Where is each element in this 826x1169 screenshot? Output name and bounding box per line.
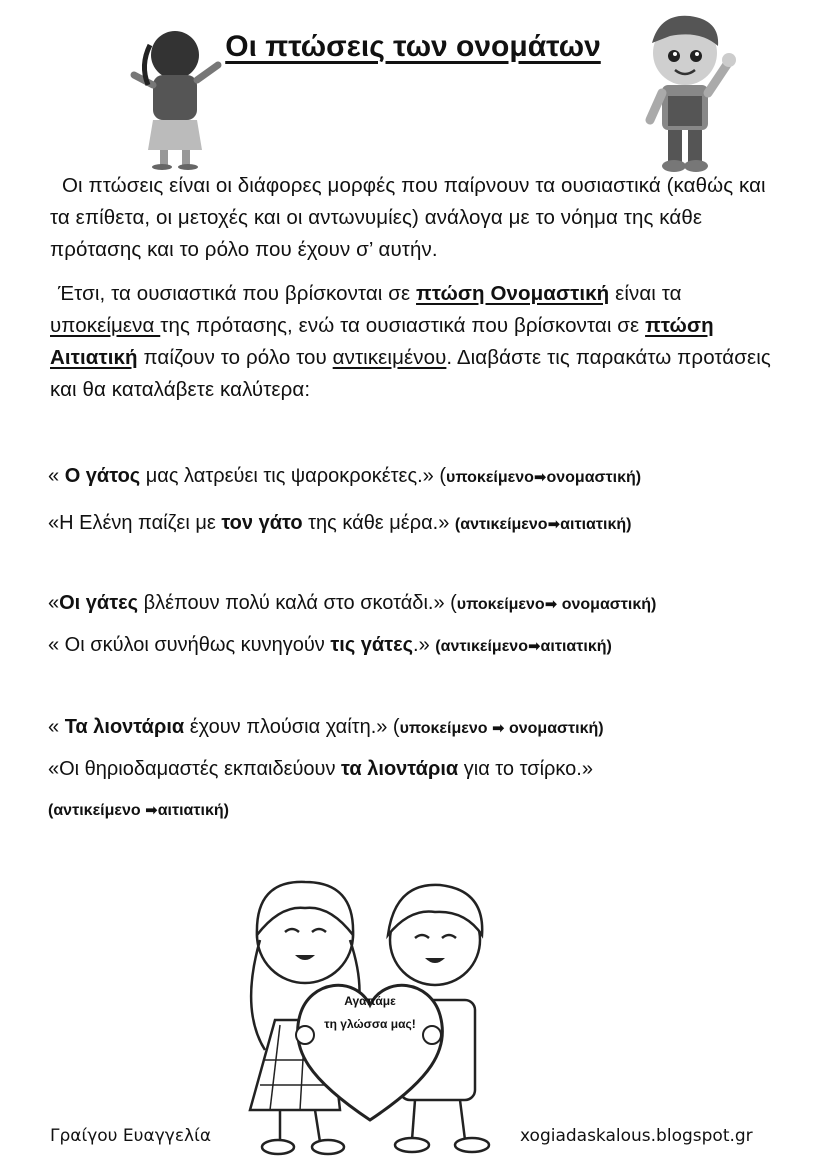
- example-sentence-6: «Οι θηριοδαμαστές εκπαιδεύουν τα λιοντάρια για το τσίρκο.»: [48, 758, 593, 780]
- footer-author: Γραίγου Ευαγγελία: [50, 1126, 212, 1146]
- right-arrow-icon: ➡: [145, 802, 158, 819]
- footer-site: xogiadaskalous.blogspot.gr: [520, 1126, 753, 1146]
- example-sentence-6-tag: (αντικείμενο ➡αιτιατική): [48, 802, 229, 819]
- keyword-object: αντικειμένου: [332, 346, 447, 369]
- kids-heart-illustration: [220, 860, 520, 1160]
- page-title: Οι πτώσεις των ονομάτων: [225, 30, 601, 63]
- right-arrow-icon: ➡: [544, 596, 558, 613]
- example-sentence-2: «Η Ελένη παίζει με τον γάτο της κάθε μέρα.» (αντικείμενο➡αιτιατική): [48, 512, 632, 534]
- keyword-nominative: πτώση Ονομαστική: [416, 282, 610, 305]
- right-arrow-icon: ➡: [491, 720, 505, 737]
- intro-paragraph-2: Έτσι, τα ουσιαστικά που βρίσκονται σε πτώση Ονομαστική είναι τα υποκείμενα της πρότασης, ενώ τα ουσιαστικά που βρίσκονται σε πτώση Αιτιατική παίζουν το ρόλο του αντικειμένου. Διαβάστε τις παρακάτω προτάσεις και θα καταλάβετε καλύτερα:: [50, 282, 771, 401]
- example-sentence-3: «Οι γάτες βλέπουν πολύ καλά στο σκοτάδι.» (υποκείμενο➡ ονομαστική): [48, 592, 657, 614]
- keyword-accusative: πτώση Αιτιατική: [50, 314, 714, 369]
- right-arrow-icon: ➡: [547, 516, 561, 533]
- example-sentence-4: « Οι σκύλοι συνήθως κυνηγούν τις γάτες.» (αντικείμενο➡αιτιατική): [48, 634, 612, 656]
- right-arrow-icon: ➡: [533, 469, 547, 486]
- example-sentence-1: « Ο γάτος μας λατρεύει τις ψαροκροκέτες.» (υποκείμενο➡ονομαστική): [48, 465, 642, 487]
- keyword-subjects: υποκείμενα: [50, 314, 161, 337]
- intro-paragraph-1: Οι πτώσεις είναι οι διάφορες μορφές που παίρνουν τα ουσιαστικά (καθώς και τα επίθετα, οι μετοχές και οι αντωνυμίες) ανάλογα με το νόημα της κάθε πρότασης και το ρόλο που έχουν σ’ αυτήν.: [50, 174, 766, 261]
- heart-text-line-1: Αγαπάμε: [344, 994, 396, 1008]
- right-arrow-icon: ➡: [527, 638, 541, 655]
- example-sentence-5: « Τα λιοντάρια έχουν πλούσια χαίτη.» (υποκείμενο ➡ ονομαστική): [48, 716, 604, 738]
- heart-text-line-2: τη γλώσσα μας!: [324, 1017, 416, 1031]
